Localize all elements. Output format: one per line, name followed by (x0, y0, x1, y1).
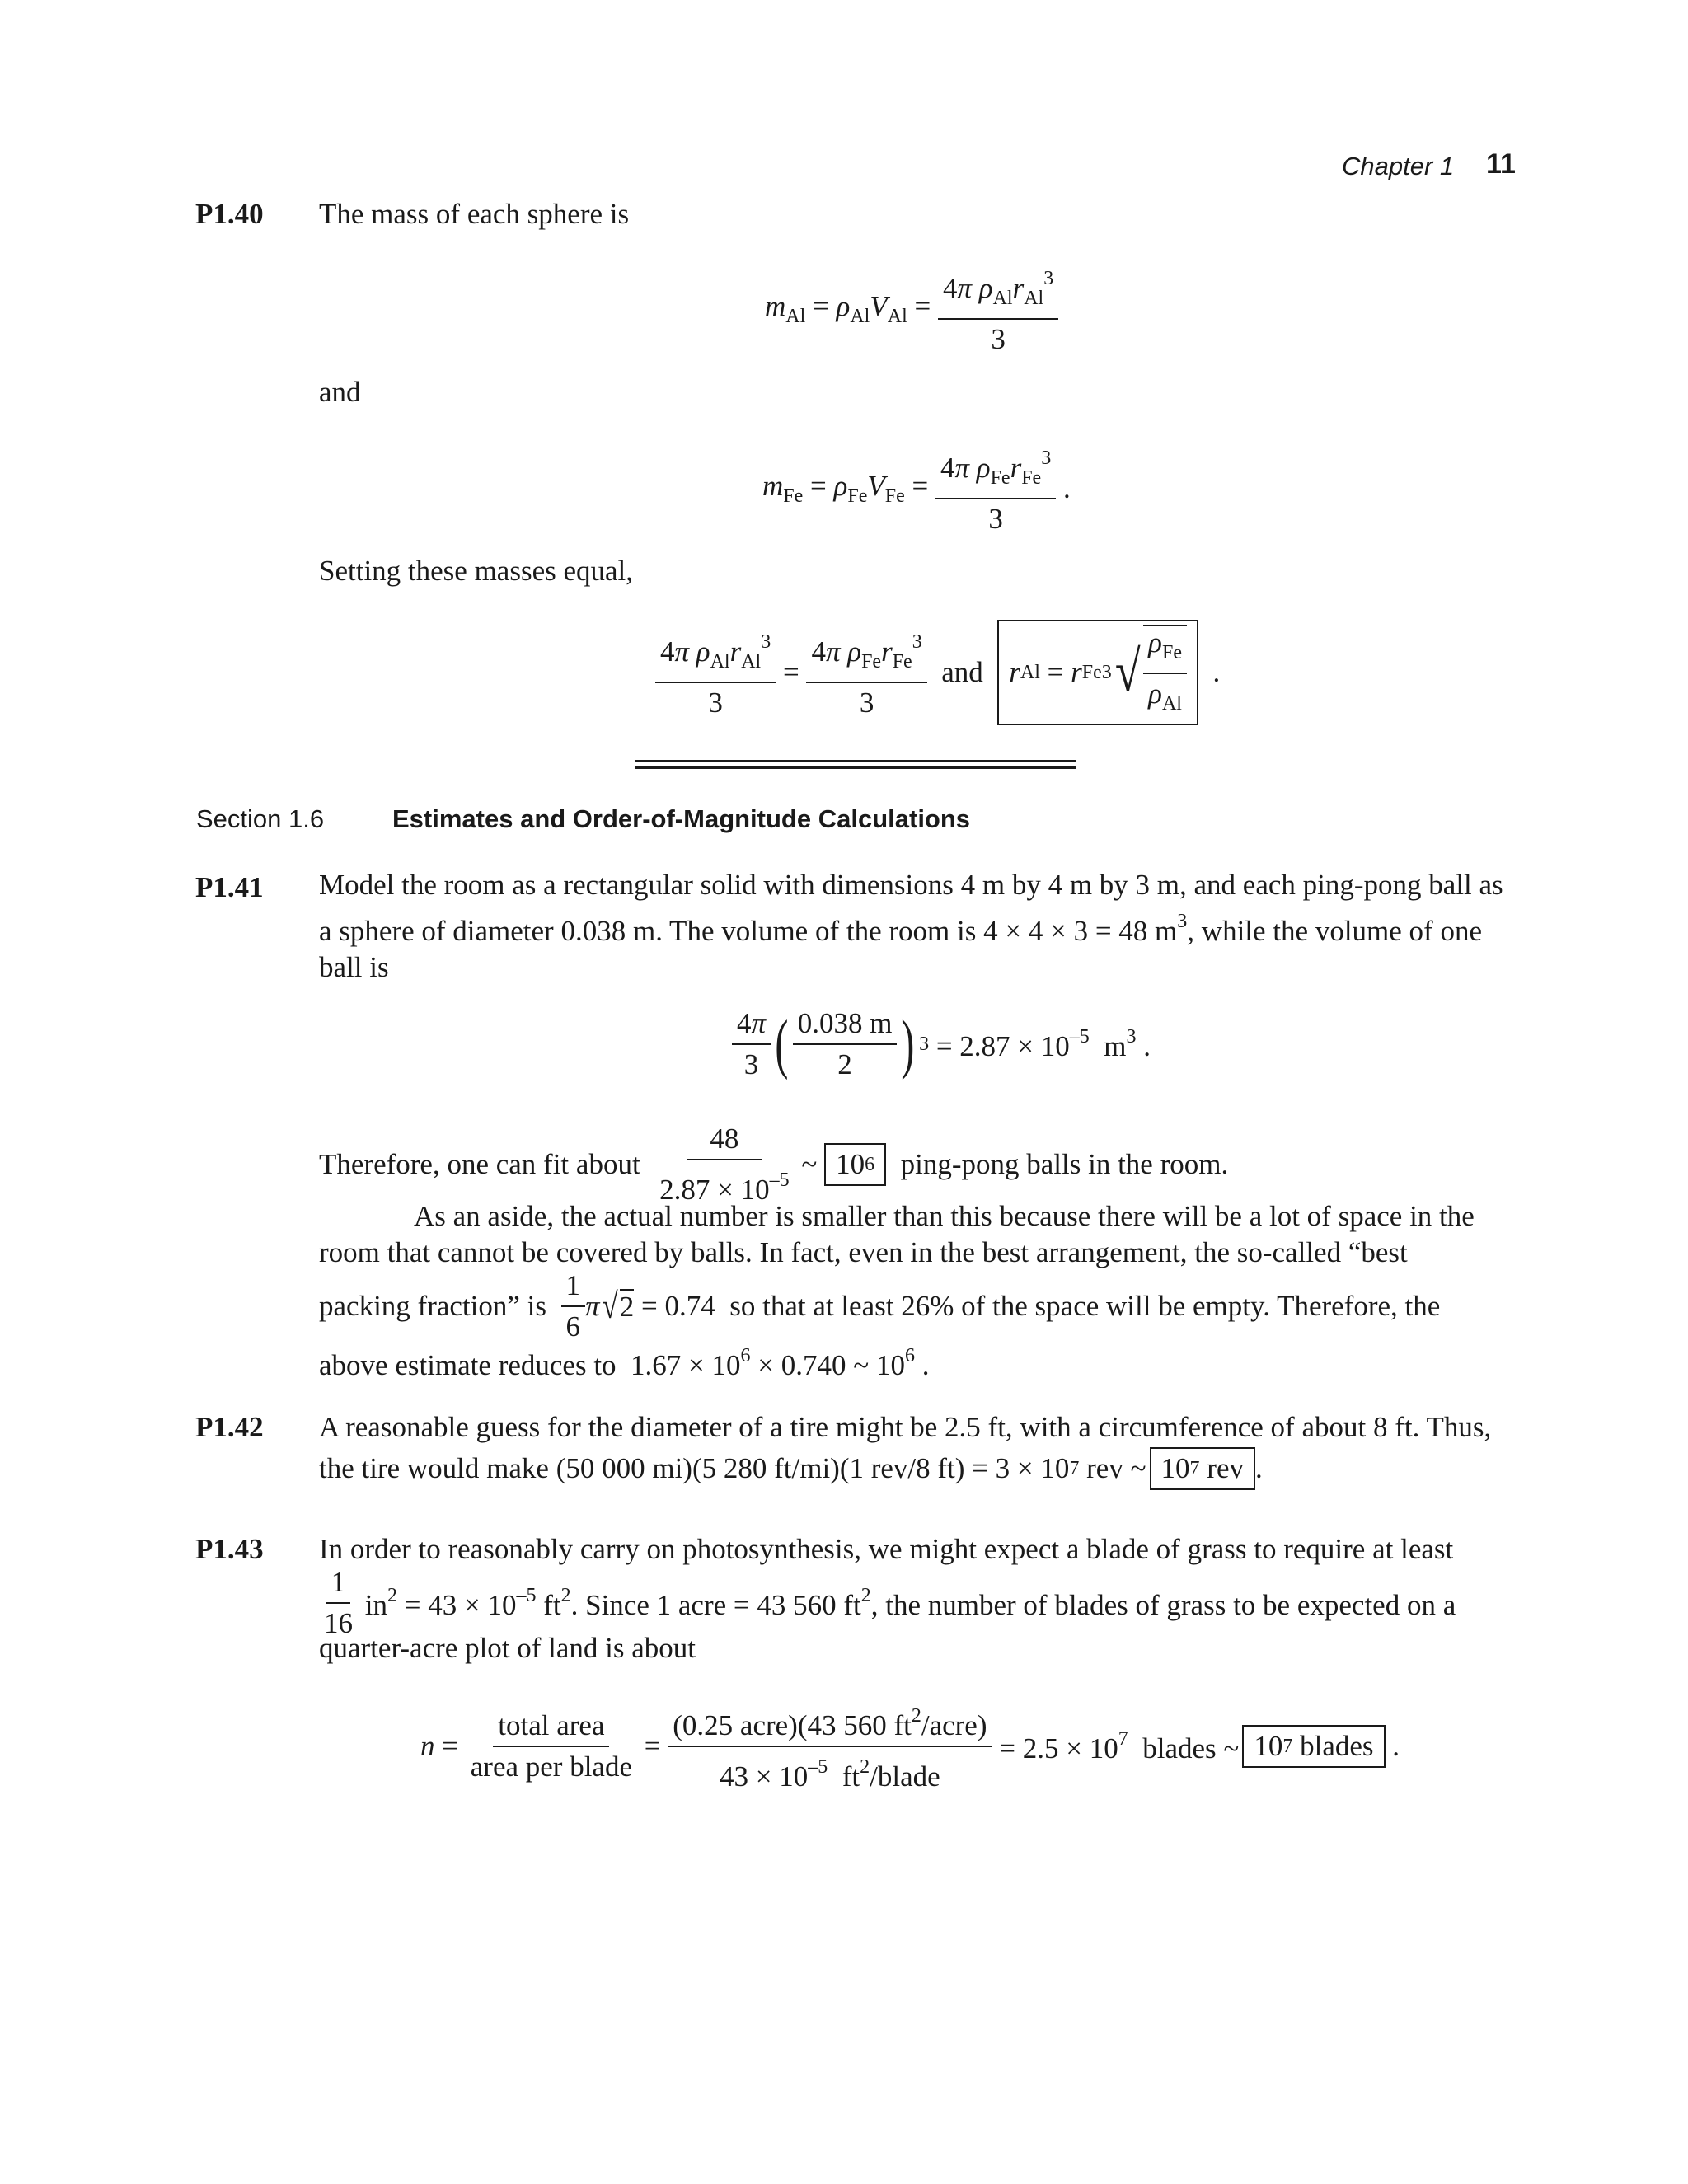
p141-intro: Model the room as a rectangular solid with dimensions 4 m by 4 m by 3 m, and each ping-pong ball as a sphere of diameter 0.038 m. The volume of the room is 4 × 4 × 3 = 48 $m^3$, while the volume of one ball is (319, 869, 1503, 983)
answer-box-fit: 10 6 (824, 1143, 886, 1186)
section-number: Section 1.6 (196, 804, 325, 833)
equation-ball-volume: $\frac{4\pi}{3}$ ( $\frac{0.038 m}{2}$ ) 3 = $2.87 \times 10^{-5}$ $m^3$ . (732, 1007, 1151, 1081)
p142-line1: A reasonable guess for the diameter of a tire might be 2.5 ft, with a circumference of about 8 ft. Thus, (319, 1411, 1492, 1443)
page-number: 11 (1486, 148, 1516, 180)
answer-box-blades: 10 7 blades (1242, 1725, 1385, 1768)
p141-reduces: above estimate reduces to $1.67 \times 10^6 \times 0.740$ ~ $10^6$ . (319, 1345, 930, 1381)
p140-intro: The mass of each sphere is (319, 198, 630, 230)
answer-box-r-al: r Al = r Fe 3 √ $\frac{\rho_{Fe}}{\rho_{Al}}$ (997, 620, 1198, 725)
problem-label-p141: P1.41 (195, 871, 264, 903)
problem-label-p142: P1.42 (195, 1411, 264, 1443)
section-title: Estimates and Order-of-Magnitude Calculations (392, 804, 971, 833)
equation-mass-fe: $m_{Fe} = \rho_{Fe}V_{Fe}$ = $\frac{4\pi \rho_{Fe}r_{Fe}^3}{3}$ . (762, 442, 1071, 536)
problem-label-p140: P1.40 (195, 198, 264, 230)
section-divider (635, 760, 1076, 762)
answer-box-rev: 10 7 rev (1150, 1447, 1255, 1490)
p143-line2: $\frac{1}{16}$ $in^2 = 43 \times 10^{-5}$ $ft^2$. Since 1 acre = 43 560 $ft^2$, the number of blades of grass to be expected on a (324, 1566, 1456, 1639)
p140-and: and (319, 376, 361, 408)
p140-setting: Setting these masses equal, (319, 555, 634, 587)
equation-masses-equal: $\frac{4\pi \rho_{Al}r_{Al}^3}{3}$ = $\frac{4\pi \rho_{Fe}r_{Fe}^3}{3}$ and r Al = r Fe 3 √ $\frac{\rho_{Fe}}{\rho_{Al}}$ . (655, 620, 1220, 725)
chapter-label: Chapter 1 (1342, 152, 1455, 180)
packing-fraction-line: packing fraction” is $\frac{1}{6}$ π √ 2 = 0.74 so that at least 26% of the space will be empty. Therefore, the (319, 1269, 1441, 1343)
room-volume: 4 × 4 × 3 = 48 $m^3$ (983, 911, 1188, 947)
equation-fit-estimate: Therefore, one can fit about $\frac{48}{2.87 \times 10^{-5}}$ ~ 10 6 ping-pong balls in the room. (319, 1122, 1229, 1206)
problem-label-p143: P1.43 (195, 1533, 264, 1565)
p141-aside: As an aside, the actual number is smaller than this because there will be a lot of space in the room that cannot be covered by balls. In fact, even in the best arrangement, the so-called “best (319, 1200, 1475, 1268)
p143-line1: In order to reasonably carry on photosynthesis, we might expect a blade of grass to require at least (319, 1533, 1454, 1565)
equation-blades: n = $\frac{\text{total area}}{\text{area per blade}}$ = $\frac{(0.25 acre)(43 560 ft^2/acre)}{43 \times 10^{-5} ft^2/blade}$ = $2.5 \times 10^7$ blades ~ 10 7 blades . (420, 1699, 1400, 1793)
and-inline: and (941, 656, 983, 688)
p143-line3: quarter-acre plot of land is about (319, 1632, 696, 1664)
section-divider-2 (635, 766, 1076, 769)
equation-mass-al: $m_{Al} = \rho_{Al}V_{Al}$ = $\frac{4\pi \rho_{Al}r_{Al}^3}{3}$ (765, 262, 1058, 356)
p142-line2: the tire would make (50 000 mi)(5 280 ft/mi)(1 rev/8 ft) = 3 × 10 7 rev ~ 10 7 rev . (319, 1447, 1263, 1490)
